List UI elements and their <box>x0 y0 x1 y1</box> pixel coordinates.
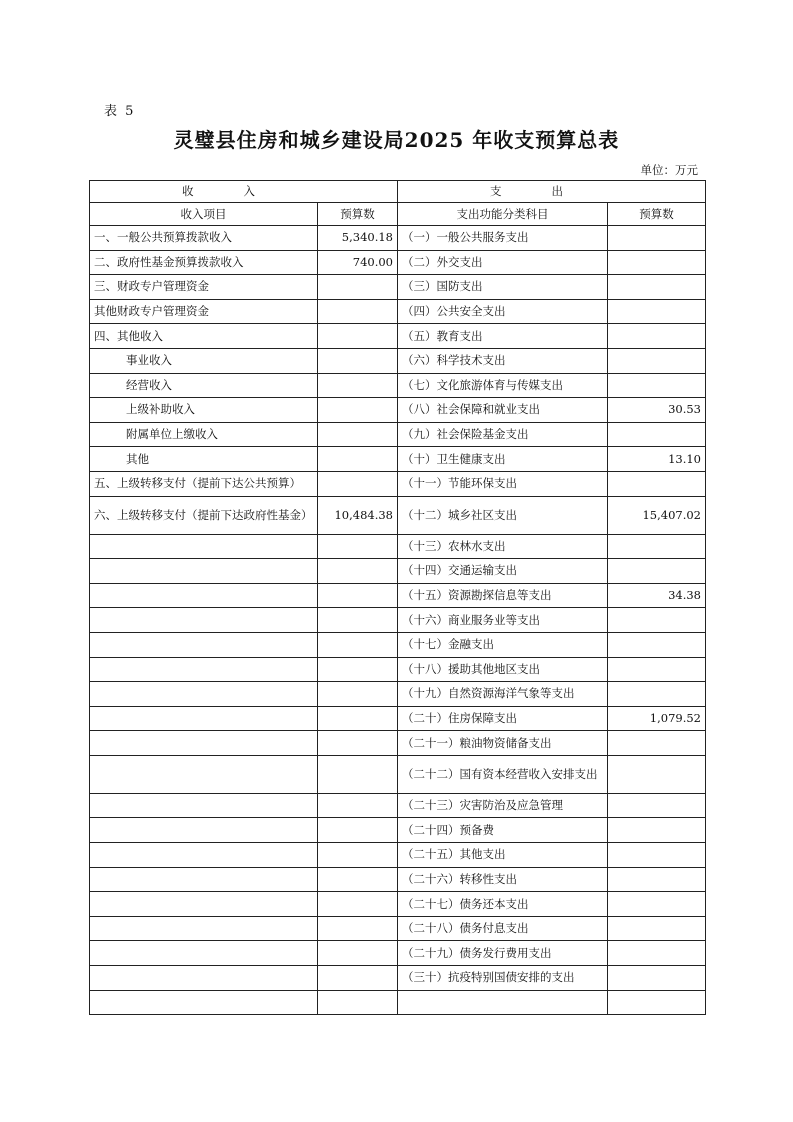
income-item-cell <box>90 892 318 917</box>
table-row <box>90 892 706 917</box>
income-amount-cell: 740.00 <box>318 250 398 275</box>
expense-amount-cell <box>608 892 706 917</box>
income-amount-cell <box>318 916 398 941</box>
income-item-cell <box>90 608 318 633</box>
income-amount-cell <box>318 843 398 868</box>
income-item-cell <box>90 941 318 966</box>
income-amount-cell <box>318 941 398 966</box>
expense-section-header: 支出 <box>398 181 706 203</box>
expense-amount-cell <box>608 373 706 398</box>
expense-item-cell: （十四）交通运输支出 <box>398 559 608 584</box>
table-row <box>90 990 706 1015</box>
table-row <box>90 818 706 843</box>
expense-item-cell: （二十一）粮油物资储备支出 <box>398 731 608 756</box>
expense-item-cell: （二十二）国有资本经营收入安排支出 <box>398 755 608 793</box>
table-row <box>90 534 706 559</box>
table-row <box>90 422 706 447</box>
income-item-cell <box>90 755 318 793</box>
income-amount-cell <box>318 706 398 731</box>
expense-item-cell: （三十）抗疫特别国债安排的支出 <box>398 966 608 991</box>
unit-label: 单位：万元 <box>640 163 698 177</box>
expense-item-cell: （二）外交支出 <box>398 250 608 275</box>
income-item-cell <box>90 818 318 843</box>
expense-item-cell: （二十五）其他支出 <box>398 843 608 868</box>
table-row <box>90 843 706 868</box>
income-item-cell: 六、上级转移支付（提前下达政府性基金） <box>90 496 318 534</box>
income-item-cell <box>90 583 318 608</box>
expense-amount-cell <box>608 818 706 843</box>
income-item-cell: 上级补助收入 <box>90 398 318 423</box>
expense-amount-cell <box>608 793 706 818</box>
income-item-cell: 三、财政专户管理资金 <box>90 275 318 300</box>
income-amount-cell <box>318 793 398 818</box>
expense-amount-cell <box>608 422 706 447</box>
expense-amount-cell <box>608 299 706 324</box>
expense-item-cell: （十二）城乡社区支出 <box>398 496 608 534</box>
income-item-cell: 二、政府性基金预算拨款收入 <box>90 250 318 275</box>
expense-item-cell: （一）一般公共服务支出 <box>398 226 608 251</box>
income-item-cell: 五、上级转移支付（提前下达公共预算） <box>90 471 318 496</box>
expense-amount-cell <box>608 559 706 584</box>
expense-amount-cell <box>608 632 706 657</box>
expense-item-cell: （十一）节能环保支出 <box>398 471 608 496</box>
income-item-cell: 经营收入 <box>90 373 318 398</box>
expense-item-cell: （十七）金融支出 <box>398 632 608 657</box>
expense-item-cell: （三）国防支出 <box>398 275 608 300</box>
income-item-cell <box>90 731 318 756</box>
expense-item-column-header: 支出功能分类科目 <box>398 203 608 226</box>
income-amount-cell <box>318 867 398 892</box>
table-row <box>90 706 706 731</box>
table-row <box>90 966 706 991</box>
income-amount-cell <box>318 299 398 324</box>
table-row <box>90 324 706 349</box>
expense-amount-cell <box>608 275 706 300</box>
income-section-header: 收入 <box>90 181 398 203</box>
income-amount-cell: 5,340.18 <box>318 226 398 251</box>
expense-item-cell: （十六）商业服务业等支出 <box>398 608 608 633</box>
table-row <box>90 731 706 756</box>
expense-amount-cell <box>608 990 706 1015</box>
table-row <box>90 496 706 534</box>
expense-amount-cell <box>608 348 706 373</box>
expense-amount-cell: 30.53 <box>608 398 706 423</box>
income-amount-cell <box>318 892 398 917</box>
expense-amount-cell <box>608 534 706 559</box>
income-item-cell <box>90 657 318 682</box>
budget-summary-table <box>89 180 706 1015</box>
income-amount-cell: 10,484.38 <box>318 496 398 534</box>
expense-amount-cell <box>608 867 706 892</box>
income-item-cell <box>90 534 318 559</box>
expense-item-cell: （二十九）债务发行费用支出 <box>398 941 608 966</box>
income-amount-cell <box>318 324 398 349</box>
expense-item-cell <box>398 990 608 1015</box>
expense-amount-cell: 1,079.52 <box>608 706 706 731</box>
expense-item-cell: （二十三）灾害防治及应急管理 <box>398 793 608 818</box>
income-item-cell <box>90 559 318 584</box>
expense-item-cell: （二十六）转移性支出 <box>398 867 608 892</box>
table-row <box>90 793 706 818</box>
table-row <box>90 275 706 300</box>
expense-item-cell: （十三）农林水支出 <box>398 534 608 559</box>
income-item-cell <box>90 682 318 707</box>
income-amount-cell <box>318 990 398 1015</box>
table-row <box>90 447 706 472</box>
expense-item-cell: （十八）援助其他地区支出 <box>398 657 608 682</box>
income-budget-column-header: 预算数 <box>318 203 398 226</box>
income-item-cell <box>90 966 318 991</box>
expense-item-cell: （九）社会保险基金支出 <box>398 422 608 447</box>
income-item-cell <box>90 632 318 657</box>
document-title: 灵璧县住房和城乡建设局2025 年收支预算总表 <box>173 128 620 152</box>
income-amount-cell <box>318 348 398 373</box>
expense-item-cell: （十五）资源勘探信息等支出 <box>398 583 608 608</box>
income-amount-cell <box>318 422 398 447</box>
table-row <box>90 941 706 966</box>
expense-item-cell: （十九）自然资源海洋气象等支出 <box>398 682 608 707</box>
income-amount-cell <box>318 447 398 472</box>
header-row-columns <box>90 203 706 226</box>
header-row-sections <box>90 181 706 203</box>
income-amount-cell <box>318 398 398 423</box>
income-item-cell <box>90 990 318 1015</box>
expense-amount-cell <box>608 755 706 793</box>
income-amount-cell <box>318 818 398 843</box>
expense-budget-column-header: 预算数 <box>608 203 706 226</box>
table-row <box>90 916 706 941</box>
expense-amount-cell <box>608 941 706 966</box>
expense-amount-cell: 13.10 <box>608 447 706 472</box>
table-row <box>90 559 706 584</box>
table-row <box>90 632 706 657</box>
expense-amount-cell <box>608 608 706 633</box>
expense-item-cell: （五）教育支出 <box>398 324 608 349</box>
income-item-cell: 四、其他收入 <box>90 324 318 349</box>
income-amount-cell <box>318 682 398 707</box>
income-amount-cell <box>318 657 398 682</box>
table-row <box>90 299 706 324</box>
expense-item-cell: （二十）住房保障支出 <box>398 706 608 731</box>
table-row <box>90 583 706 608</box>
expense-amount-cell <box>608 916 706 941</box>
income-item-cell <box>90 843 318 868</box>
expense-item-cell: （六）科学技术支出 <box>398 348 608 373</box>
income-item-cell: 其他 <box>90 447 318 472</box>
expense-item-cell: （四）公共安全支出 <box>398 299 608 324</box>
income-amount-cell <box>318 632 398 657</box>
expense-amount-cell: 34.38 <box>608 583 706 608</box>
income-amount-cell <box>318 559 398 584</box>
table-row <box>90 755 706 793</box>
table-row <box>90 250 706 275</box>
income-amount-cell <box>318 731 398 756</box>
income-item-cell <box>90 867 318 892</box>
income-amount-cell <box>318 275 398 300</box>
expense-amount-cell <box>608 966 706 991</box>
income-amount-cell <box>318 755 398 793</box>
income-item-column-header: 收入项目 <box>90 203 318 226</box>
expense-amount-cell <box>608 682 706 707</box>
income-item-cell <box>90 916 318 941</box>
income-amount-cell <box>318 966 398 991</box>
expense-item-cell: （二十四）预备费 <box>398 818 608 843</box>
income-amount-cell <box>318 583 398 608</box>
expense-amount-cell <box>608 657 706 682</box>
table-row <box>90 867 706 892</box>
table-number-label: 表 5 <box>104 104 136 119</box>
income-amount-cell <box>318 471 398 496</box>
income-item-cell: 附属单位上缴收入 <box>90 422 318 447</box>
table-row <box>90 373 706 398</box>
table-row <box>90 348 706 373</box>
expense-amount-cell <box>608 731 706 756</box>
income-item-cell: 一、一般公共预算拨款收入 <box>90 226 318 251</box>
table-row <box>90 608 706 633</box>
expense-amount-cell <box>608 226 706 251</box>
income-item-cell: 事业收入 <box>90 348 318 373</box>
expense-amount-cell <box>608 843 706 868</box>
expense-item-cell: （二十八）债务付息支出 <box>398 916 608 941</box>
income-item-cell: 其他财政专户管理资金 <box>90 299 318 324</box>
table-row <box>90 398 706 423</box>
expense-item-cell: （十）卫生健康支出 <box>398 447 608 472</box>
income-item-cell <box>90 793 318 818</box>
expense-item-cell: （八）社会保障和就业支出 <box>398 398 608 423</box>
income-item-cell <box>90 706 318 731</box>
table-row <box>90 226 706 251</box>
expense-amount-cell <box>608 471 706 496</box>
expense-item-cell: （二十七）债务还本支出 <box>398 892 608 917</box>
table-row <box>90 657 706 682</box>
income-amount-cell <box>318 373 398 398</box>
expense-amount-cell: 15,407.02 <box>608 496 706 534</box>
income-amount-cell <box>318 534 398 559</box>
expense-amount-cell <box>608 324 706 349</box>
income-amount-cell <box>318 608 398 633</box>
expense-item-cell: （七）文化旅游体育与传媒支出 <box>398 373 608 398</box>
table-row <box>90 682 706 707</box>
table-row <box>90 471 706 496</box>
expense-amount-cell <box>608 250 706 275</box>
